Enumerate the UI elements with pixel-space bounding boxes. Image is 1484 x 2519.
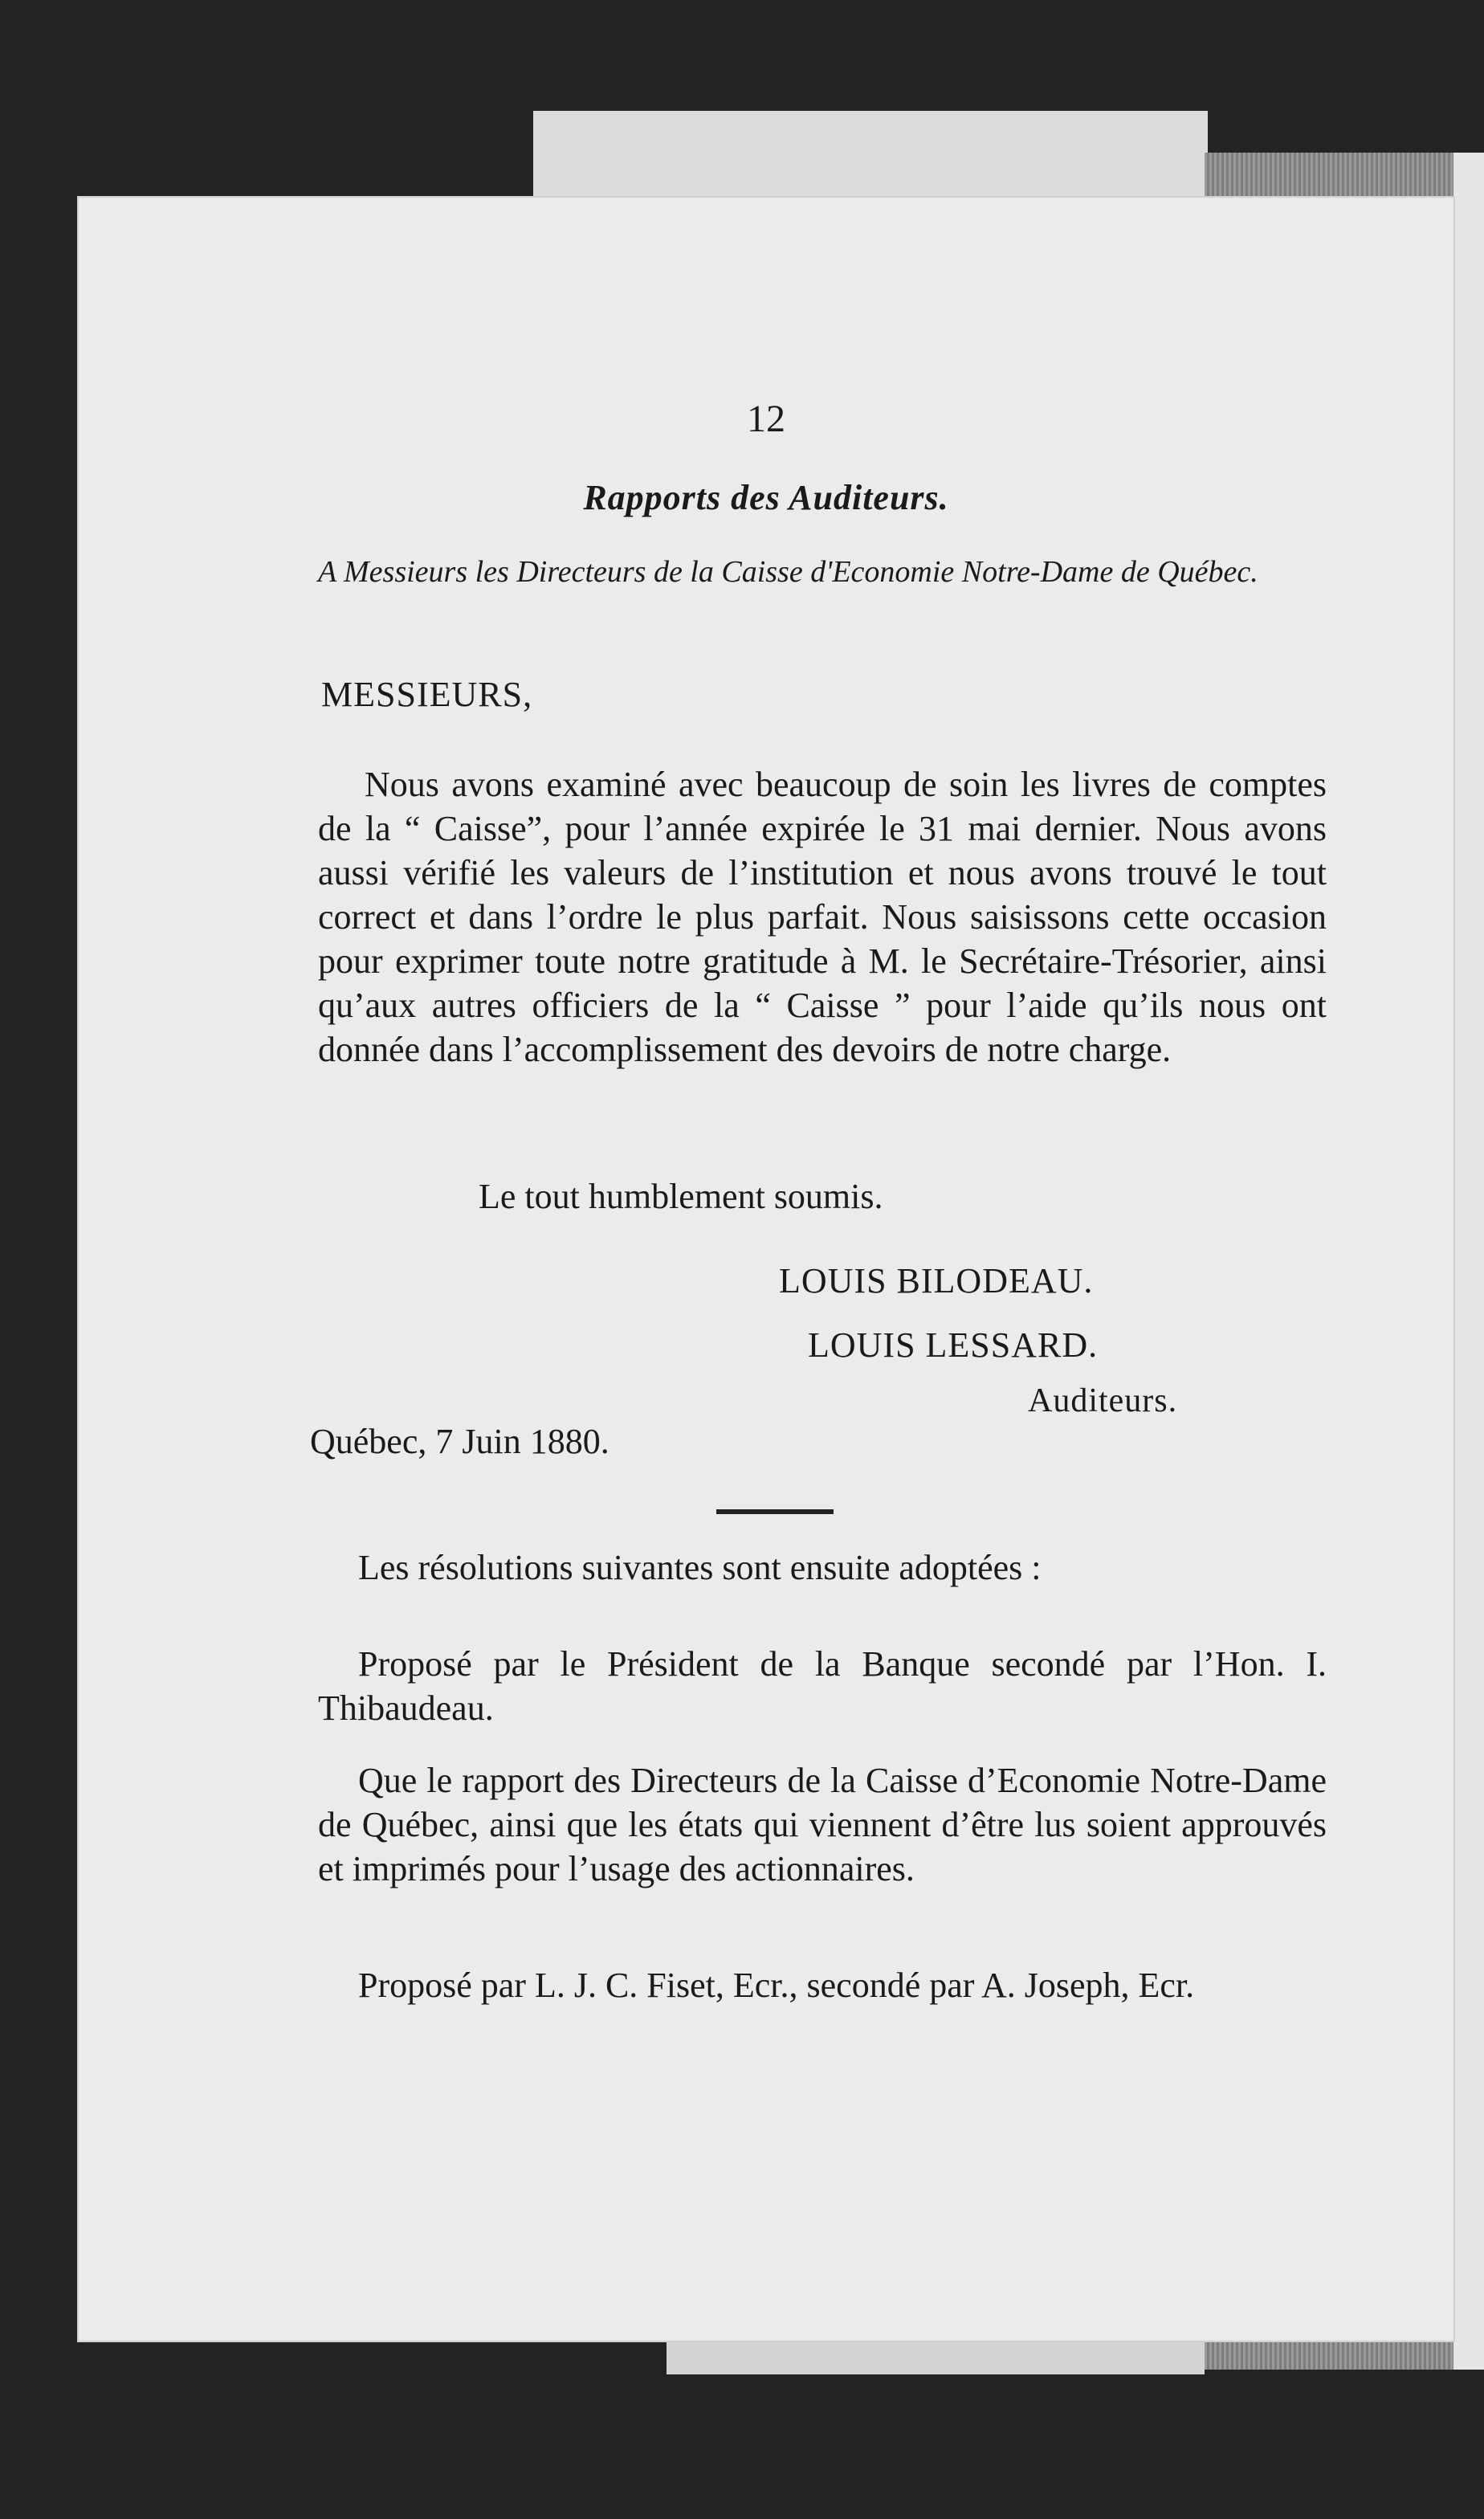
resolution-text: Que le rapport des Directeurs de la Caisse d’Economie Notre-Dame de Québec, ainsi que les états qui viennent d’être lus soient approuvés et imprimés pour l’usage des actionnaires. <box>318 1761 1327 1888</box>
salutation: MESSIEURS, <box>321 675 533 714</box>
date-place: Québec, 7 Juin 1880. <box>310 1422 610 1461</box>
resolutions-intro: Les résolutions suivantes sont ensuite adoptées : <box>358 1548 1042 1587</box>
section-separator <box>716 1509 834 1514</box>
motion-2: Proposé par L. J. C. Fiset, Ecr., secondé par A. Joseph, Ecr. <box>358 1966 1195 2005</box>
underlying-page-edge <box>533 111 1208 207</box>
section-title: Rapports des Auditeurs. <box>583 478 949 517</box>
closing-line: Le tout humblement soumis. <box>479 1177 883 1216</box>
page-number: 12 <box>747 398 785 440</box>
adjacent-page-strip <box>1453 153 1484 2370</box>
address-line: A Messieurs les Directeurs de la Caisse d'Economie Notre-Dame de Québec. <box>318 555 1258 589</box>
report-body: Nous avons examiné avec beaucoup de soin les livres de comptes de la “ Caisse”, pour l’année expirée le 31 mai dernier. Nous avons aussi vérifié les valeurs de l’institution et nous avons trouvé le tout correct et dans l’ordre le plus parfait. Nous saisissons cette occasion pour exprimer toute notre gratitude à M. le Secrétaire-Trésorier, ainsi qu’aux autres officiers de la “ Caisse ” pour l’aide qu’ils nous ont donnée dans l’accomplissement des devoirs de notre charge. <box>318 765 1327 1069</box>
document-page <box>77 196 1455 2342</box>
signature-role: Auditeurs. <box>1028 1382 1178 1419</box>
signature-lessard: LOUIS LESSARD. <box>808 1325 1099 1365</box>
signature-bilodeau: LOUIS BILODEAU. <box>779 1261 1094 1300</box>
motion-1: Proposé par le Président de la Banque secondé par l’Hon. I. Thibaudeau. <box>318 1644 1327 1728</box>
